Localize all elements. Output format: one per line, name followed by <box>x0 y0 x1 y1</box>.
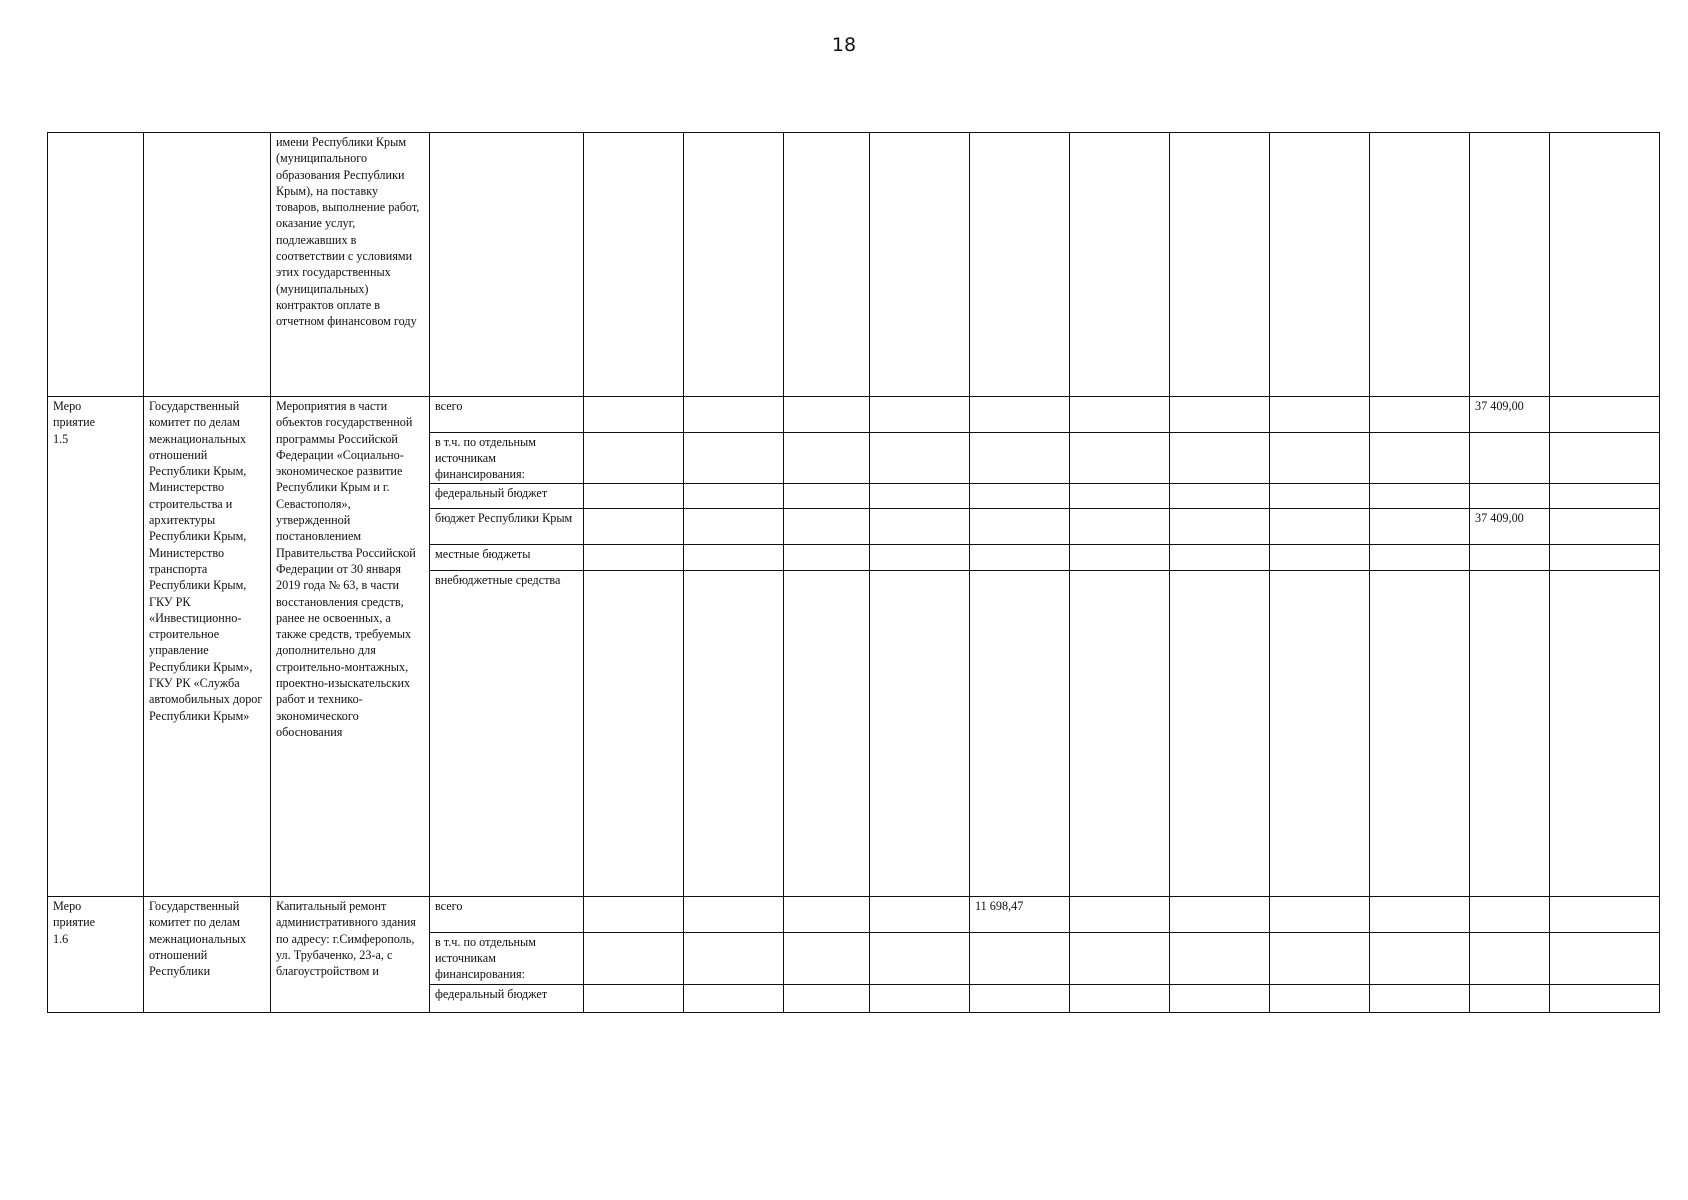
value-cell <box>970 397 1070 433</box>
value-cell <box>870 133 970 397</box>
value-cell <box>970 133 1070 397</box>
executor-text: Государственный комитет по делам межнациональных отношений Республики <box>149 899 247 979</box>
value-cell <box>1470 545 1550 571</box>
value-cell <box>1370 397 1470 433</box>
value-cell <box>1070 897 1170 933</box>
value-cell <box>584 545 684 571</box>
table-row <box>48 897 1660 933</box>
value-cell <box>784 484 870 509</box>
value-cell <box>1170 509 1270 545</box>
value-cell <box>784 897 870 933</box>
value-cell <box>1550 932 1660 984</box>
value-cell <box>970 484 1070 509</box>
value-cell <box>584 133 684 397</box>
value-cell <box>1470 897 1550 933</box>
value-cell <box>1170 897 1270 933</box>
value-cell <box>1470 932 1550 984</box>
value-cell <box>584 984 684 1012</box>
value-cell <box>1070 133 1170 397</box>
value-cell <box>870 397 970 433</box>
value-cell <box>584 484 684 509</box>
value-cell <box>584 397 684 433</box>
value-cell <box>970 432 1070 484</box>
value-cell <box>1370 545 1470 571</box>
value-cell <box>1370 432 1470 484</box>
measure-id-cell <box>48 397 144 897</box>
funding-source: всего <box>430 397 584 433</box>
value-cell <box>784 545 870 571</box>
value-cell <box>584 897 684 933</box>
value-cell <box>970 932 1070 984</box>
value-cell <box>970 984 1070 1012</box>
value-cell <box>1170 571 1270 897</box>
value-cell <box>970 571 1070 897</box>
value-cell <box>1470 484 1550 509</box>
funding-source: местные бюджеты <box>430 545 584 571</box>
value-cell <box>1550 397 1660 433</box>
funding-source: федеральный бюджет <box>430 484 584 509</box>
value-cell <box>1550 571 1660 897</box>
value-cell <box>1070 932 1170 984</box>
value-cell <box>784 932 870 984</box>
value-cell <box>784 397 870 433</box>
value-cell <box>870 509 970 545</box>
value-cell <box>684 133 784 397</box>
value-cell <box>1170 984 1270 1012</box>
value-cell <box>1170 932 1270 984</box>
value-cell <box>584 509 684 545</box>
value-cell <box>970 509 1070 545</box>
value-cell <box>1270 397 1370 433</box>
value-cell <box>970 545 1070 571</box>
page-number: 18 <box>831 34 857 56</box>
value-cell <box>870 545 970 571</box>
value-cell <box>1070 432 1170 484</box>
value-cell <box>1550 545 1660 571</box>
value-cell: 37 409,00 <box>1470 397 1550 433</box>
executor-cell <box>144 397 271 897</box>
funding-source: федеральный бюджет <box>430 984 584 1012</box>
value-cell <box>684 897 784 933</box>
table-row <box>48 397 1660 433</box>
measure-id: Меро приятие 1.6 <box>53 899 96 946</box>
value-cell <box>1170 545 1270 571</box>
value-cell: 11 698,47 <box>970 897 1070 933</box>
value-cell <box>784 509 870 545</box>
value-cell <box>1270 571 1370 897</box>
description-cell <box>271 897 430 1012</box>
value-cell <box>1470 432 1550 484</box>
table-body <box>48 133 1660 1013</box>
description-text: Капитальный ремонт административного здания по адресу: г.Симферополь, ул. Трубаченко, 23-а, с благоустройством и <box>276 899 416 979</box>
value-cell <box>1070 484 1170 509</box>
value-cell <box>684 484 784 509</box>
value-cell <box>1370 932 1470 984</box>
value-cell <box>684 984 784 1012</box>
funding-source: внебюджетные средства <box>430 571 584 897</box>
value-cell <box>1370 133 1470 397</box>
value-cell <box>1270 484 1370 509</box>
executor-cell <box>144 897 271 1012</box>
value-cell <box>1270 509 1370 545</box>
value-cell <box>784 984 870 1012</box>
description-cell <box>271 133 430 397</box>
value-cell <box>784 571 870 897</box>
value-cell <box>1270 432 1370 484</box>
value-cell <box>684 545 784 571</box>
value-cell <box>684 432 784 484</box>
value-cell <box>784 133 870 397</box>
value-cell <box>684 509 784 545</box>
executor-text: Государственный комитет по делам межнациональных отношений Республики Крым, Министерство строительства и архитектуры Республики Крым, Министерство транспорта Республики Крым, ГКУ РК «Инвестиционно-строительное управление Республики Крым», ГКУ РК «Служба автомобильных дорог Республики Крым» <box>149 399 263 723</box>
description-cell <box>271 397 430 897</box>
value-cell <box>584 432 684 484</box>
funding-source: в т.ч. по отдельным источникам финансирования: <box>430 932 584 984</box>
value-cell <box>1170 397 1270 433</box>
value-cell <box>1270 984 1370 1012</box>
value-cell <box>784 432 870 484</box>
funding-source: в т.ч. по отдельным источникам финансирования: <box>430 432 584 484</box>
value-cell: 37 409,00 <box>1470 509 1550 545</box>
value-cell <box>1550 133 1660 397</box>
value-cell <box>584 932 684 984</box>
value-cell <box>1470 571 1550 897</box>
value-cell <box>1470 984 1550 1012</box>
budget-table <box>47 132 1660 1013</box>
value-cell <box>1550 897 1660 933</box>
value-cell <box>1170 484 1270 509</box>
value-cell <box>1070 545 1170 571</box>
continuation-text: имени Республики Крым (муниципального образования Республики Крым), на поставку товаров, выполнение работ, оказание услуг, подлежавших в соответствии с условиями этих государственных (муниципальных) контрактов оплате в отчетном финансовом году <box>276 135 420 329</box>
measure-id: Меро приятие 1.5 <box>53 399 96 446</box>
value-cell <box>1370 571 1470 897</box>
value-cell <box>1270 133 1370 397</box>
value-cell <box>870 432 970 484</box>
value-cell <box>1270 932 1370 984</box>
value-cell <box>1170 133 1270 397</box>
value-cell <box>1070 397 1170 433</box>
value-cell <box>1070 571 1170 897</box>
value-cell <box>1170 432 1270 484</box>
executor-cell <box>144 133 271 397</box>
value-cell <box>1550 509 1660 545</box>
value-cell <box>584 571 684 897</box>
value-cell <box>1370 509 1470 545</box>
continuation-row <box>48 133 1660 397</box>
value-cell <box>1370 484 1470 509</box>
value-cell <box>1370 984 1470 1012</box>
value-cell <box>1270 545 1370 571</box>
value-cell <box>684 397 784 433</box>
source-cell <box>430 133 584 397</box>
value-cell <box>684 932 784 984</box>
value-cell <box>870 571 970 897</box>
measure-id-cell <box>48 133 144 397</box>
measure-id-cell <box>48 897 144 1012</box>
value-cell <box>1470 133 1550 397</box>
funding-source: бюджет Республики Крым <box>430 509 584 545</box>
value-cell <box>870 932 970 984</box>
value-cell <box>870 897 970 933</box>
funding-source: всего <box>430 897 584 933</box>
value-cell <box>870 984 970 1012</box>
value-cell <box>1070 509 1170 545</box>
value-cell <box>1550 984 1660 1012</box>
value-cell <box>684 571 784 897</box>
value-cell <box>1270 897 1370 933</box>
value-cell <box>870 484 970 509</box>
value-cell <box>1070 984 1170 1012</box>
value-cell <box>1370 897 1470 933</box>
value-cell <box>1550 432 1660 484</box>
description-text: Мероприятия в части объектов государственной программы Российской Федерации «Социально-экономическое развитие Республики Крым и г. Севастополя», утвержденной постановлением Правительства Российской Федерации от 30 января 2019 года № 63, в части восстановления средств, ранее не освоенных, а также средств, требуемых дополнительно для строительно-монтажных, проектно-изыскательских работ и технико-экономического обоснования <box>276 399 416 739</box>
value-cell <box>1550 484 1660 509</box>
